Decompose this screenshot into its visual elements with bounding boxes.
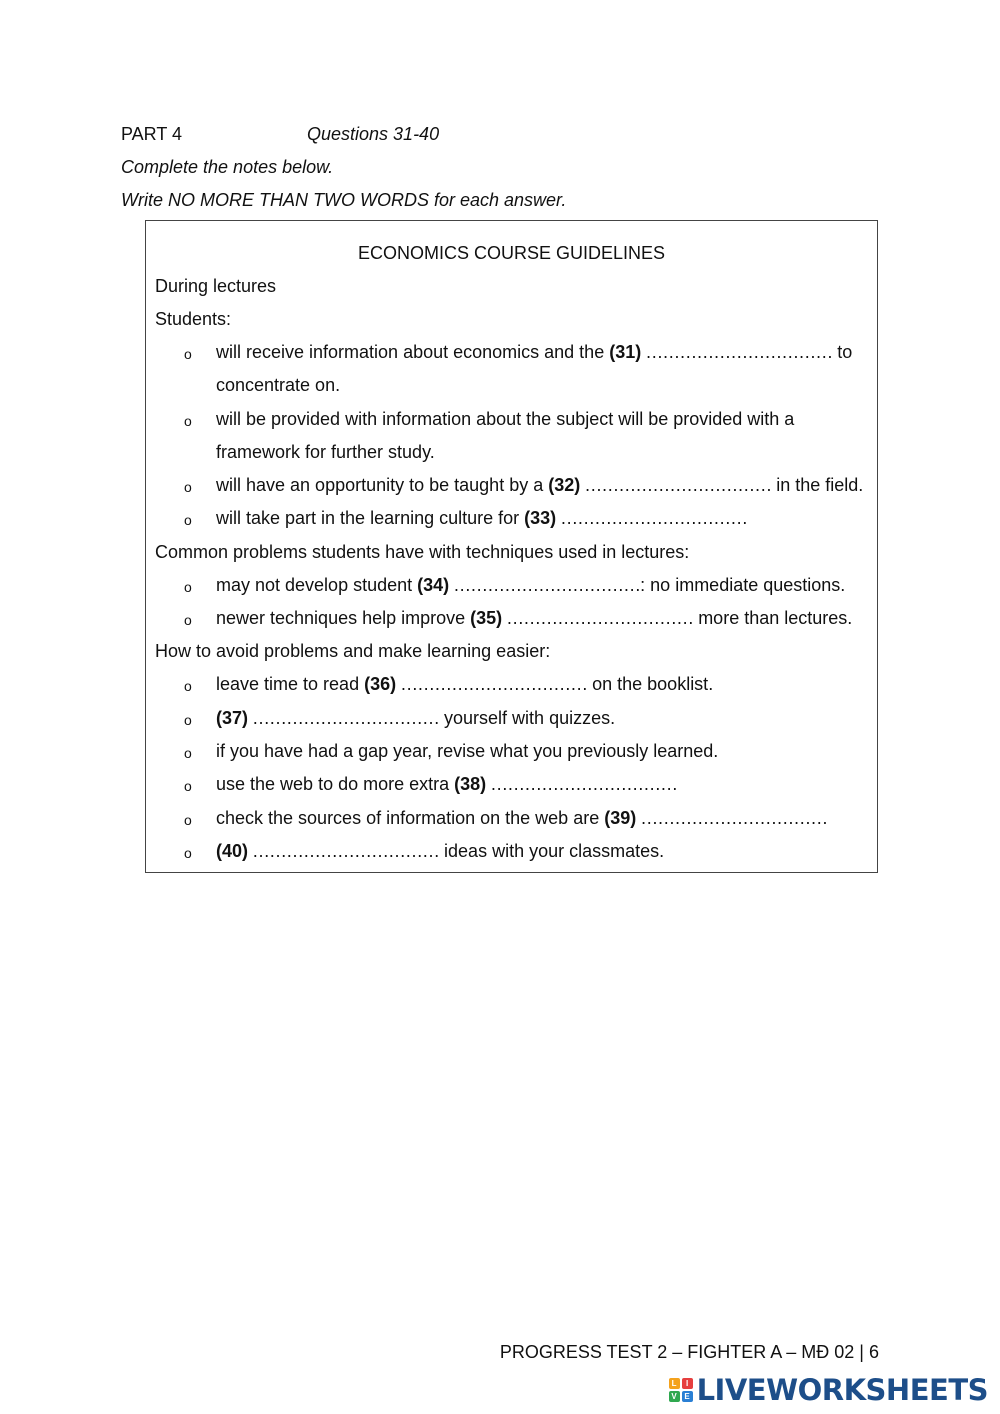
- list-problems: [155, 569, 868, 636]
- item-text: if you have had a gap year, revise what you previously learned.: [216, 740, 719, 761]
- question-number: (37): [216, 707, 249, 728]
- question-number: (36): [364, 674, 397, 695]
- item-text: may not develop student: [216, 574, 418, 595]
- question-number: (34): [417, 574, 450, 595]
- bullet-circle-icon: o: [184, 711, 192, 728]
- answer-blank[interactable]: ……………………………: [580, 475, 772, 496]
- bullet-circle-icon: o: [184, 412, 192, 429]
- instruction-pre: Write: [121, 190, 168, 210]
- logo-cell: E: [682, 1391, 693, 1402]
- questions-range: Questions 31-40: [307, 124, 440, 144]
- question-number: (32): [548, 475, 581, 496]
- answer-blank[interactable]: ……………………………: [449, 574, 641, 595]
- list-item: [155, 602, 868, 635]
- section-students: Students:: [155, 309, 232, 329]
- section-during-lectures: During lectures: [155, 276, 277, 296]
- instruction-post: for each answer.: [428, 190, 567, 210]
- list-item: [155, 768, 868, 801]
- item-text: will have an opportunity to be taught by a: [216, 475, 549, 496]
- answer-blank[interactable]: ……………………………: [248, 707, 440, 728]
- instruction-word-limit: [121, 184, 881, 217]
- question-number: (33): [524, 508, 557, 529]
- logo-cell: L: [669, 1378, 680, 1389]
- list-item: [155, 469, 868, 502]
- logo-cell: I: [682, 1378, 693, 1389]
- answer-blank[interactable]: ……………………………: [641, 342, 833, 362]
- question-number: (38): [454, 774, 487, 795]
- bullet-circle-icon: o: [184, 346, 192, 362]
- answer-blank[interactable]: ……………………………: [396, 674, 588, 695]
- instruction-emphasis: NO MORE THAN TWO WORDS: [168, 190, 429, 210]
- bullet-circle-icon: o: [184, 612, 192, 629]
- list-item: [155, 735, 868, 768]
- logo-cell: V: [669, 1391, 680, 1402]
- item-text-after: yourself with quizzes.: [439, 707, 616, 728]
- list-avoid: [155, 668, 868, 868]
- list-item: [155, 668, 868, 701]
- item-text-after: on the booklist.: [587, 674, 714, 695]
- answer-blank[interactable]: ……………………………: [556, 508, 748, 529]
- item-text-after: : no immediate questions.: [640, 574, 846, 595]
- bullet-circle-icon: o: [184, 811, 192, 828]
- bullet-circle-icon: o: [184, 512, 192, 529]
- item-text: check the sources of information on the web are: [216, 807, 605, 828]
- answer-blank[interactable]: ……………………………: [636, 807, 828, 828]
- item-text-after: ideas with your classmates.: [439, 840, 665, 861]
- brand-logo-icon: [669, 1378, 693, 1402]
- list-item: [155, 802, 868, 835]
- list-item: [155, 702, 868, 735]
- section-common-problems: Common problems students have with techniques used in lectures:: [155, 541, 690, 562]
- item-text: leave time to read: [216, 674, 365, 695]
- bullet-circle-icon: o: [184, 844, 192, 861]
- item-text: use the web to do more extra: [216, 774, 455, 795]
- brand-watermark: [669, 1372, 988, 1408]
- answer-blank[interactable]: ……………………………: [486, 774, 678, 795]
- question-number: (31): [609, 342, 642, 362]
- item-text: will be provided with information about the subject will be provided with a framework for further study.: [216, 408, 795, 462]
- list-item: [155, 835, 868, 868]
- part-header: [121, 118, 881, 217]
- list-item: [155, 502, 868, 535]
- item-text-after: more than lectures.: [693, 608, 853, 629]
- list-item: [155, 403, 868, 470]
- bullet-circle-icon: o: [184, 479, 192, 496]
- item-text: will receive information about economics and the: [216, 342, 610, 362]
- answer-blank[interactable]: ……………………………: [502, 608, 694, 629]
- item-text-after: to concentrate on.: [216, 342, 853, 396]
- list-item: [155, 569, 868, 602]
- question-number: (35): [470, 608, 503, 629]
- bullet-circle-icon: o: [184, 744, 192, 761]
- brand-name: LIVEWORKSHEETS: [696, 1373, 988, 1407]
- section-avoid-problems: How to avoid problems and make learning easier:: [155, 641, 551, 662]
- page-footer: PROGRESS TEST 2 – FIGHTER A – MĐ 02 | 6: [499, 1342, 879, 1362]
- bullet-circle-icon: o: [184, 578, 192, 595]
- list-item: [155, 336, 868, 403]
- item-text: newer techniques help improve: [216, 608, 471, 629]
- notes-box: [145, 220, 878, 873]
- bullet-circle-icon: o: [184, 778, 192, 795]
- part-label: PART 4: [121, 124, 183, 144]
- list-students: [155, 336, 868, 536]
- notes-content: [155, 237, 868, 868]
- instruction-complete: Complete the notes below.: [121, 157, 334, 177]
- bullet-circle-icon: o: [184, 678, 192, 695]
- item-text: will take part in the learning culture for: [216, 508, 525, 529]
- part-title-line: [121, 118, 881, 151]
- question-number: (40): [216, 840, 249, 861]
- answer-blank[interactable]: ……………………………: [248, 840, 440, 861]
- item-text-after: in the field.: [771, 475, 864, 496]
- question-number: (39): [604, 807, 637, 828]
- notes-title: ECONOMICS COURSE GUIDELINES: [357, 243, 666, 263]
